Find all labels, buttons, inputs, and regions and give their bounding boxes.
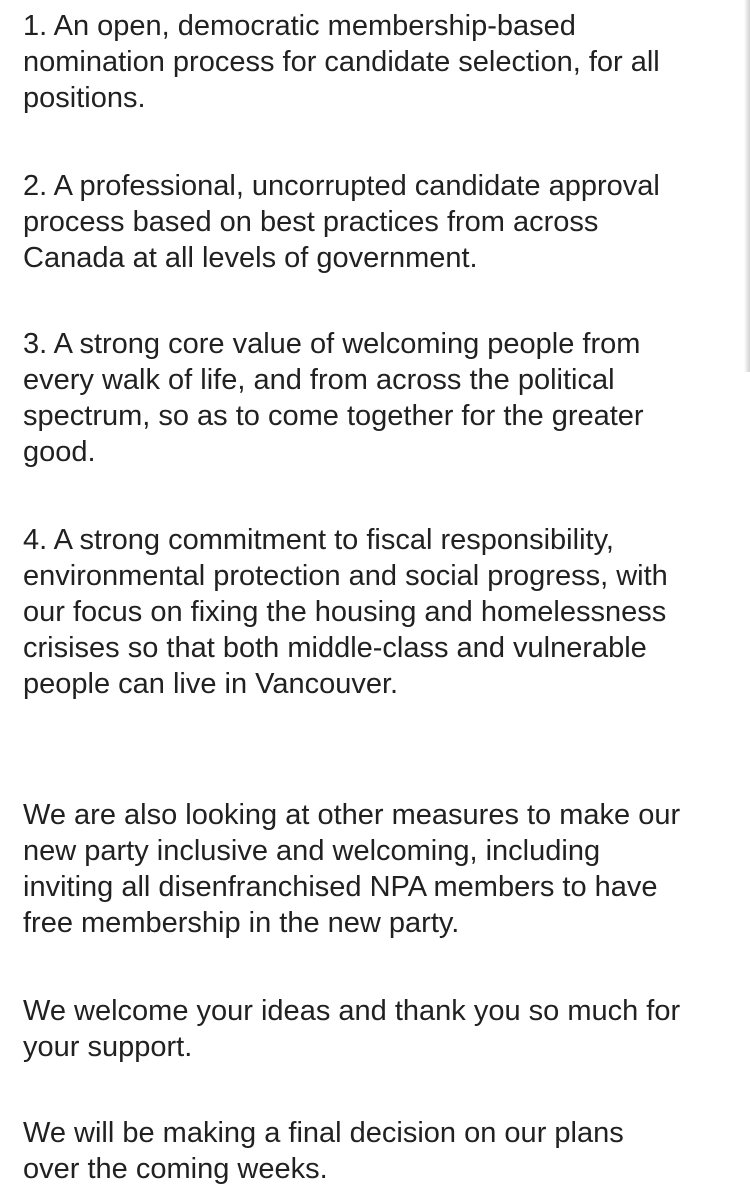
paragraph-point-4: 4. A strong commitment to fiscal responsibility, environmental protection and social progress, with our focus on fixing the housing and homelessness crisises so that both middle-class and vulnerable people can live in Vancouver. xyxy=(23,524,668,700)
paragraph-point-2: 2. A professional, uncorrupted candidate approval process based on best practices from across Canada at all levels of government. xyxy=(23,170,660,274)
paragraph-welcome-ideas: We welcome your ideas and thank you so much for your support. xyxy=(23,995,681,1063)
paragraph-point-1: 1. An open, democratic membership-based nomination process for candidate selection, for all positions. xyxy=(23,10,660,114)
scroll-edge-shadow xyxy=(744,0,750,372)
paragraph-point-3: 3. A strong core value of welcoming people from every walk of life, and from across the political spectrum, so as to come together for the greater good. xyxy=(23,328,644,468)
paragraph-other-measures: We are also looking at other measures to make our new party inclusive and welcoming, including inviting all disenfranchised NPA members to have free membership in the new party. xyxy=(23,799,681,939)
paragraph-final-decision: We will be making a final decision on our plans over the coming weeks. xyxy=(23,1117,624,1185)
